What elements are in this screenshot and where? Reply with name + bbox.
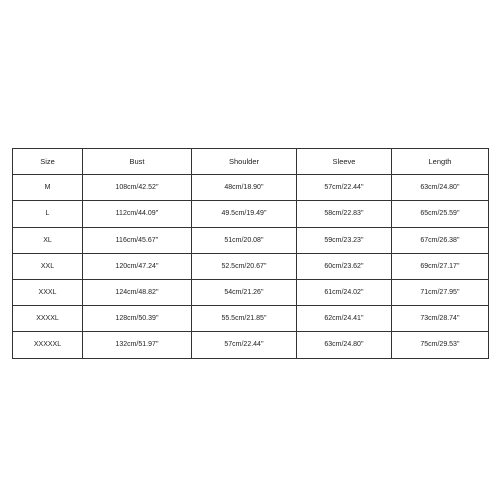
header-shoulder: Shoulder [192, 149, 297, 175]
cell-bust: 128cm/50.39'' [83, 306, 192, 332]
cell-shoulder: 49.5cm/19.49'' [192, 201, 297, 227]
cell-sleeve: 60cm/23.62'' [297, 253, 392, 279]
cell-size: XXXL [13, 279, 83, 305]
cell-sleeve: 59cm/23.23'' [297, 227, 392, 253]
cell-length: 75cm/29.53'' [392, 332, 489, 358]
cell-size: M [13, 175, 83, 201]
cell-length: 65cm/25.59'' [392, 201, 489, 227]
cell-sleeve: 61cm/24.02'' [297, 279, 392, 305]
table-row [13, 306, 489, 332]
cell-bust: 132cm/51.97'' [83, 332, 192, 358]
cell-size: L [13, 201, 83, 227]
table-row [13, 253, 489, 279]
header-bust: Bust [83, 149, 192, 175]
cell-size: XXXXXL [13, 332, 83, 358]
cell-sleeve: 57cm/22.44'' [297, 175, 392, 201]
header-length: Length [392, 149, 489, 175]
cell-length: 67cm/26.38'' [392, 227, 489, 253]
cell-length: 73cm/28.74'' [392, 306, 489, 332]
table-row [13, 279, 489, 305]
cell-size: XXXXL [13, 306, 83, 332]
cell-size: XXL [13, 253, 83, 279]
cell-bust: 116cm/45.67'' [83, 227, 192, 253]
cell-bust: 108cm/42.52'' [83, 175, 192, 201]
cell-shoulder: 52.5cm/20.67'' [192, 253, 297, 279]
cell-bust: 124cm/48.82'' [83, 279, 192, 305]
cell-shoulder: 57cm/22.44'' [192, 332, 297, 358]
cell-bust: 112cm/44.09'' [83, 201, 192, 227]
cell-sleeve: 58cm/22.83'' [297, 201, 392, 227]
cell-size: XL [13, 227, 83, 253]
cell-shoulder: 54cm/21.26'' [192, 279, 297, 305]
cell-sleeve: 62cm/24.41'' [297, 306, 392, 332]
cell-shoulder: 48cm/18.90'' [192, 175, 297, 201]
header-sleeve: Sleeve [297, 149, 392, 175]
cell-length: 71cm/27.95'' [392, 279, 489, 305]
table-row [13, 227, 489, 253]
cell-bust: 120cm/47.24'' [83, 253, 192, 279]
cell-shoulder: 51cm/20.08'' [192, 227, 297, 253]
cell-length: 63cm/24.80'' [392, 175, 489, 201]
cell-length: 69cm/27.17'' [392, 253, 489, 279]
header-size: Size [13, 149, 83, 175]
table-row [13, 201, 489, 227]
table-header-row [13, 149, 489, 175]
cell-sleeve: 63cm/24.80'' [297, 332, 392, 358]
size-chart-table [12, 148, 489, 359]
table-row [13, 332, 489, 358]
table-row [13, 175, 489, 201]
cell-shoulder: 55.5cm/21.85'' [192, 306, 297, 332]
